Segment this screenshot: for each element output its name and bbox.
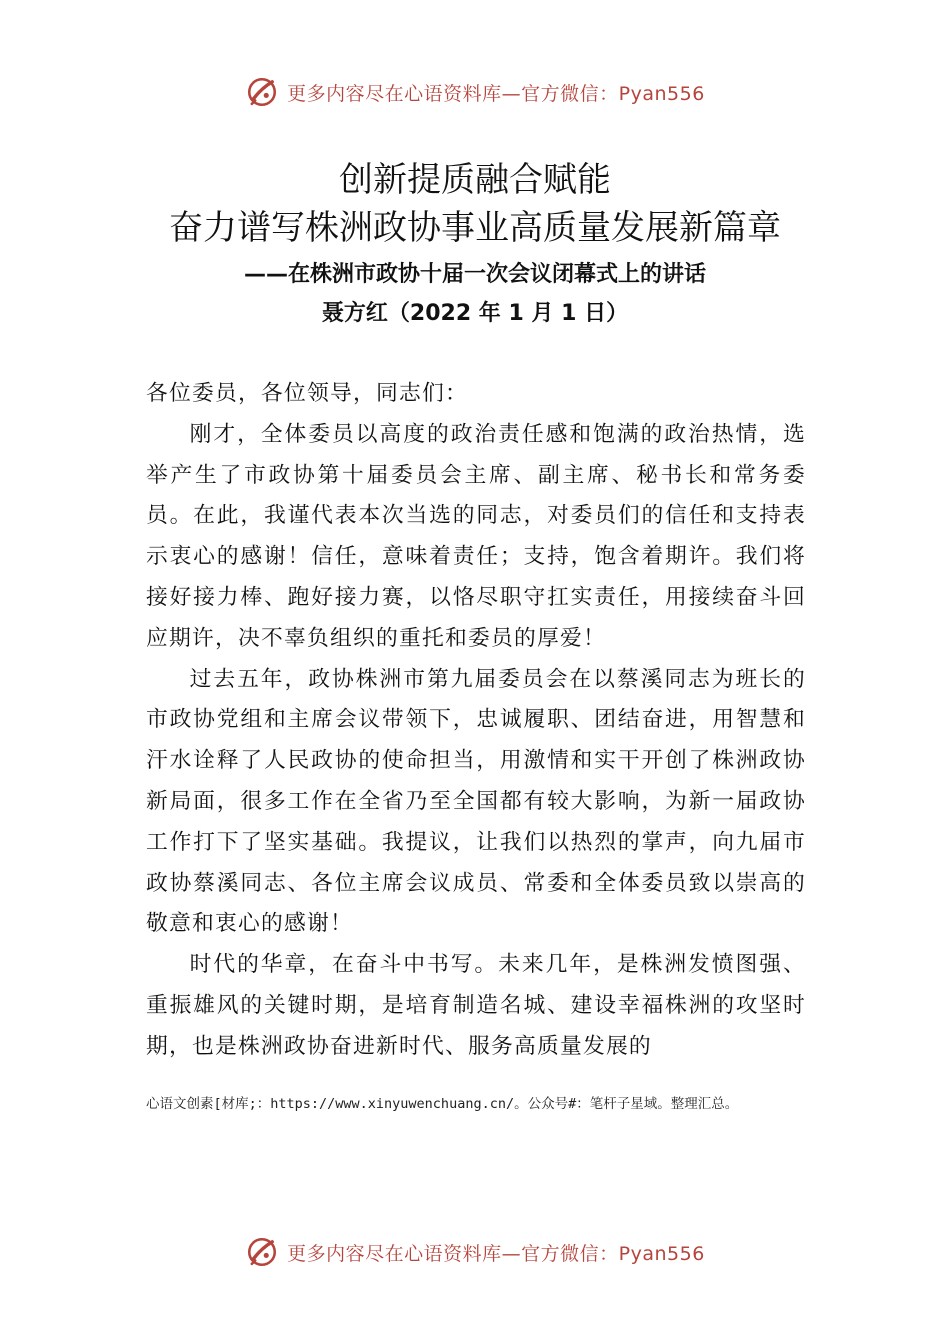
- paragraph: 过去五年，政协株洲市第九届委员会在以蔡溪同志为班长的市政协党组和主席会议带领下，忠诚履职、团结奋进，用智慧和汗水诠释了人民政协的使命担当，用激情和实干开创了株洲政协新局面，很多工作在全省乃至全国都有较大影响，为新一届政协工作打下了坚实基础。我提议，让我们以热烈的掌声，向九届市政协蔡溪同志、各位主席会议成员、常委和全体委员致以崇高的敬意和衷心的感谢！: [146, 666, 806, 937]
- banner-text: 更多内容尽在心语资料库—官方微信：Pyan556: [287, 82, 705, 105]
- document-body: [146, 374, 806, 1068]
- speech-subtitle: ——在株洲市政协十届一次会议闭幕式上的讲话: [243, 262, 706, 287]
- salutation: 各位委员，各位领导，同志们：: [146, 381, 468, 406]
- header-banner: [0, 70, 950, 114]
- brush-logo-icon: [245, 1235, 279, 1269]
- brush-logo-icon: [245, 75, 279, 109]
- page-title-line-1: 创新提质融合赋能: [339, 160, 611, 200]
- author-date: 聂方红（2022 年 1 月 1 日）: [321, 301, 629, 326]
- footer-banner: [0, 1230, 950, 1274]
- source-note: 心语文创素[材库;：https://www.xinyuwenchuang.cn/。公众号#：笔杆子星域。整理汇总。: [146, 1096, 739, 1112]
- paragraph: 时代的华章，在奋斗中书写。未来几年，是株洲发愤图强、重振雄风的关键时期，是培育制造名城、建设幸福株洲的攻坚时期，也是株洲政协奋进新时代、服务高质量发展的: [146, 952, 806, 1059]
- page-title-line-2: 奋力谱写株洲政协事业高质量发展新篇章: [169, 208, 781, 248]
- paragraph: 刚才，全体委员以高度的政治责任感和饱满的政治热情，选举产生了市政协第十届委员会主席、副主席、秘书长和常务委员。在此，我谨代表本次当选的同志，对委员们的信任和支持表示衷心的感谢！信任，意味着责任；支持，饱含着期许。我们将接好接力棒、跑好接力赛，以恪尽职守扛实责任，用接续奋斗回应期许，决不辜负组织的重托和委员的厚爱！: [146, 421, 806, 651]
- banner-text: 更多内容尽在心语资料库—官方微信：Pyan556: [287, 1242, 705, 1265]
